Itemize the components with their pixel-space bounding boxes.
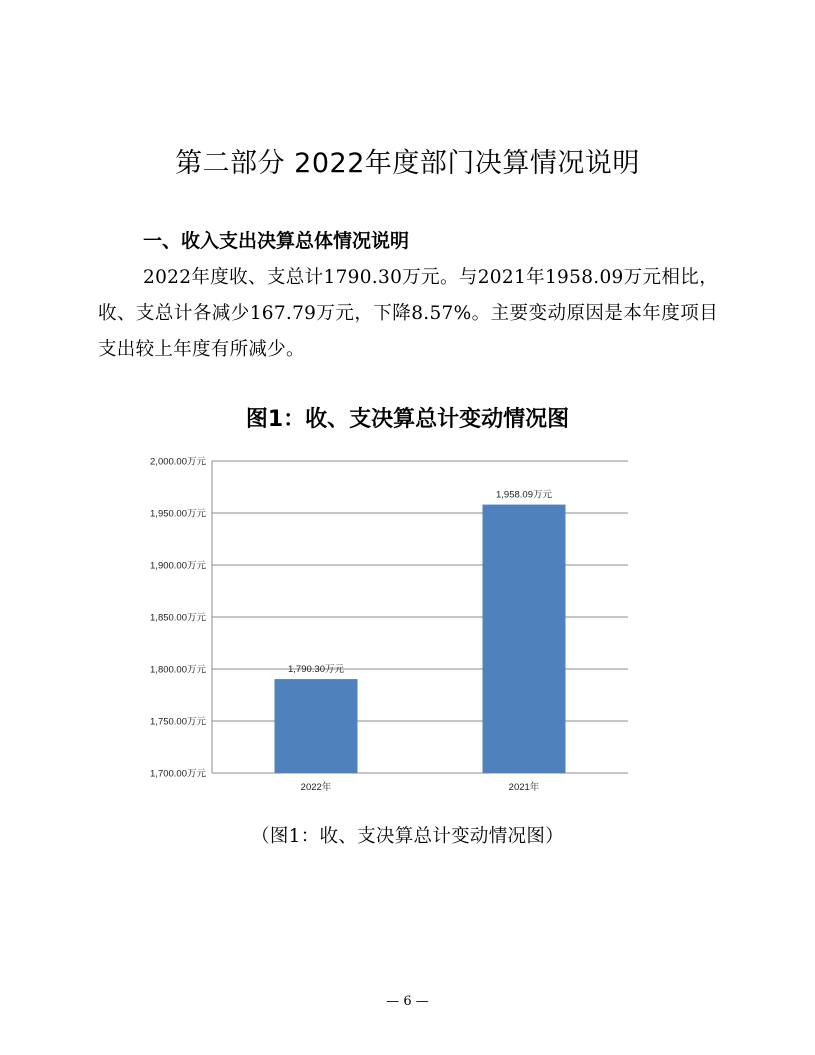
y-tick-label: 1,900.00万元 — [150, 560, 206, 572]
page-title: 第二部分 2022年度部门决算情况说明 — [175, 148, 640, 179]
chart-title: 图1：收、支决算总计变动情况图 — [245, 407, 570, 432]
y-tick-label: 1,950.00万元 — [150, 508, 206, 520]
y-tick-label: 1,850.00万元 — [150, 612, 206, 624]
y-tick-label: 2,000.00万元 — [150, 456, 206, 468]
x-tick-label: 2021年 — [508, 782, 540, 793]
bar — [483, 505, 566, 773]
data-label: 1,790.30万元 — [288, 664, 344, 676]
data-label: 1,958.09万元 — [496, 489, 552, 501]
body-paragraph: 2022年度收、支总计1790.30万元。与2021年1958.09万元相比，收、支总计各减少167.79万元，下降8.57%。主要变动原因是本年度项目支出较上年度有所减少。 — [98, 267, 718, 360]
y-tick-label: 1,750.00万元 — [150, 716, 206, 728]
bar-chart — [118, 440, 638, 800]
page-number: — 6 — — [386, 994, 429, 1009]
x-tick-label: 2022年 — [300, 782, 332, 793]
y-tick-label: 1,800.00万元 — [150, 664, 206, 676]
section-heading: 一、收入支出决算总体情况说明 — [143, 230, 410, 252]
figure-caption: （图1：收、支决算总计变动情况图） — [251, 826, 564, 847]
bar — [275, 679, 358, 773]
y-tick-label: 1,700.00万元 — [150, 768, 206, 780]
